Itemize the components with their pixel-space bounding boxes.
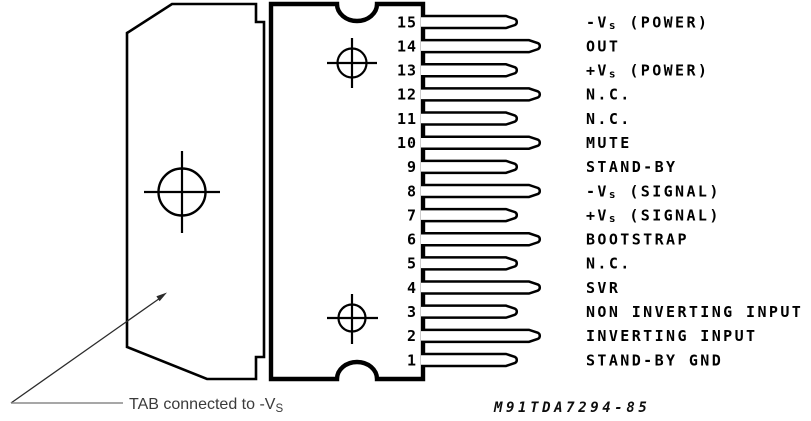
pin-number: 5 <box>406 254 417 273</box>
pin-lead-shape <box>421 161 517 173</box>
pin-number: 14 <box>396 37 417 56</box>
pin-label: N.C. <box>586 85 632 104</box>
pin-row-3 <box>407 303 803 321</box>
pin-lead-shape <box>421 88 540 100</box>
pin-number: 9 <box>406 158 417 177</box>
pin-row-9 <box>407 158 677 176</box>
pin-label: INVERTING INPUT <box>586 327 758 346</box>
pin-label: +Vs (SIGNAL) <box>586 206 721 226</box>
pin-row-7 <box>407 206 721 225</box>
pin-label: N.C. <box>586 109 632 128</box>
pin-number: 6 <box>406 230 417 249</box>
pin-number: 2 <box>406 327 417 346</box>
tab-note-subscript: S <box>275 403 284 415</box>
pin-label: MUTE <box>586 134 632 152</box>
tab-note-text: TAB connected to -V <box>129 396 276 413</box>
pin-label: N.C. <box>586 254 632 273</box>
pin-lead-shape <box>421 113 517 125</box>
pin-number: 7 <box>406 206 417 225</box>
pin-row-1 <box>407 351 723 369</box>
pin-label: -Vs (POWER) <box>586 13 710 33</box>
pin-number: 3 <box>406 302 417 321</box>
pin-row-15 <box>397 13 709 32</box>
pin-row-8 <box>407 182 721 201</box>
pin-row-6 <box>407 231 689 249</box>
pin-label: STAND-BY <box>586 158 678 177</box>
pin-row-5 <box>407 255 632 273</box>
pin-lead-shape <box>421 354 517 366</box>
pin-lead-shape <box>421 257 517 269</box>
pin-label: -Vs (SIGNAL) <box>586 182 721 202</box>
pin-number: 10 <box>396 134 417 152</box>
pin-number: 11 <box>396 109 417 128</box>
pin-label: BOOTSTRAP <box>586 230 689 249</box>
pin-lead-shape <box>421 64 517 76</box>
pin-lead-shape <box>421 306 517 318</box>
package-body-outline <box>271 4 423 379</box>
pin-label: SVR <box>586 278 621 297</box>
pin-row-14 <box>397 37 620 55</box>
tab-note <box>129 396 283 415</box>
pin-lead-shape <box>421 209 517 221</box>
pin-number: 12 <box>396 85 417 104</box>
pin-row-11 <box>397 110 632 128</box>
pin-lead-shape <box>421 282 540 294</box>
pin-row-2 <box>407 327 758 345</box>
pin-lead-shape <box>421 16 517 28</box>
pin-row-13 <box>397 62 709 81</box>
pin-number: 15 <box>396 13 417 32</box>
pin-lead-shape <box>421 137 540 149</box>
part-code: M91TDA7294-85 <box>494 400 651 416</box>
pin-number: 4 <box>406 278 417 297</box>
pin-label: NON INVERTING INPUT <box>586 302 804 321</box>
pin-label: +Vs (POWER) <box>586 61 710 81</box>
pin-lead-shape <box>421 185 540 197</box>
pin-row-12 <box>397 86 632 104</box>
pin-lead-shape <box>421 330 540 342</box>
pins-layer <box>397 13 803 369</box>
pin-lead-shape <box>421 40 540 52</box>
pin-number: 8 <box>406 182 417 201</box>
pin-label: STAND-BY GND <box>586 351 724 370</box>
pin-number: 13 <box>396 61 417 80</box>
pin-number: 1 <box>406 351 417 370</box>
pin-label: OUT <box>586 37 621 56</box>
pin-lead-shape <box>421 233 540 245</box>
pin-row-4 <box>407 279 620 297</box>
pin-row-10 <box>397 134 632 152</box>
